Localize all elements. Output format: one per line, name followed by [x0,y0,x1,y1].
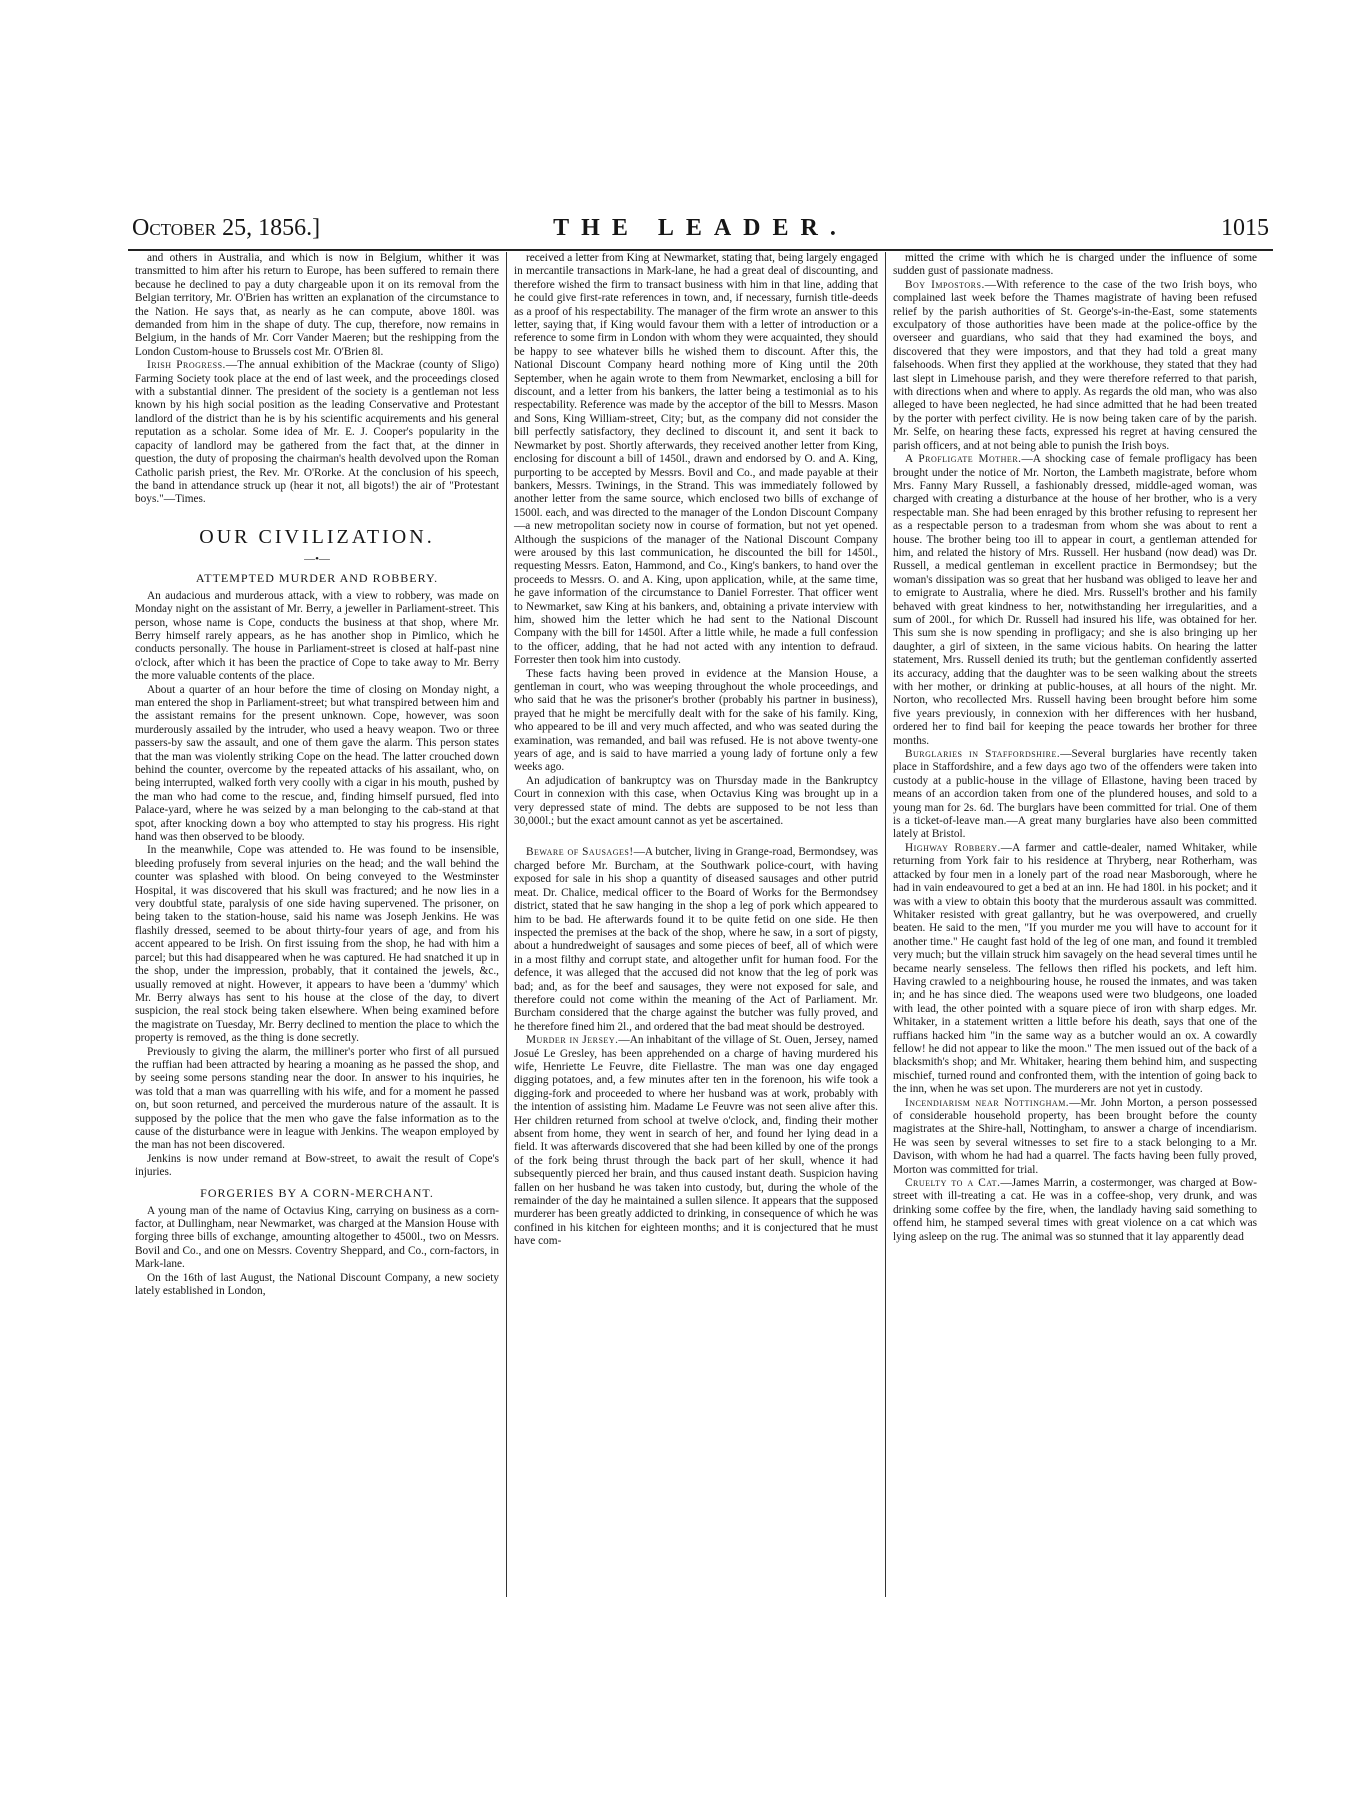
article-text: —A butcher, living in Grange-road, Bermondsey, was charged before Mr. Burcham, at the Southwark police-court, with having exposed for sale in his shop a quantity of diseased sausages and other putrid meat. Dr. Chalice, medical officer to the Board of Works for the Bermondsey district, stated that he saw hanging in the shop a leg of pork which appeared to him to be bad. He afterwards found it to be quite fetid on one side. He then inspected the premises at the back of the shop, where he saw, in a sort of pigsty, about a hundredweight of sausages and some pieces of beef, all of which were in a most filthy and corrupt state, and altogether unfit for human food. For the defence, it was alleged that the accused did not know that the leg of pork was bad; and, as for the beef and sausages, they were not exposed for sale, and therefore could not come within the meaning of the Act of Parliament. Mr. Burcham considered that the charge against the butcher was fully proved, and he therefore fined him 2l., and ordered that the bad meat should be destroyed. [514,846,878,1033]
paragraph: received a letter from King at Newmarket, stating that, being largely engaged in mercantile transactions in Mark-lane, he had a great deal of discounting, and therefore wished the firm to transact business with him in that line, adding that he could give first-rate references in town, and, if necessary, furnish title-deeds as a proof of his respectability. The manager of the firm wrote an answer to this letter, saying that, if King would favour them with a letter of introduction or a reference to some firm in London with whom they were acquainted, they should be happy to see whatever bills he wished them to discount. After this, the National Discount Company heard nothing more of King until the 20th September, when he again wrote to them from Newmarket, enclosing a bill for discount, and a letter from his bankers, the latter being a testimonial as to his respectability. Reference was made by the acceptor of the bill to Messrs. Mason and Sons, King William-street, City; but, as the company did not consider the bill perfectly satisfactory, they declined to discount it, and sent it back to Newmarket by post. Shortly afterwards, they received another letter from King, enclosing for discount a bill of 1450l., drawn and endorsed by O. and A. King, purporting to be accepted by Messrs. Bovil and Co., and made payable at their bankers, Messrs. Twinings, in the Strand. This was immediately followed by another letter from the same source, which enclosed two bills of exchange of 1500l. each, and was directed to the manager of the London Discount Company—a new metropolitan society now in course of formation, but not yet opened. Although the suspicions of the manager of the National Discount Company were aroused by this last communication, he discounted the bill for 1450l., requesting Messrs. Eaton, Hammond, and Co., King's bankers, to hand over the proceeds to Messrs. O. and A. King, upon application, while, at the same time, he gave information of the circumstance to Daniel Forrester. That officer went to Newmarket, saw King at his bankers, and, obtaining a private interview with him, showed him the letter which he had sent to the National Discount Company with the bill for 1450l. After a little while, he made a full confession to the officer, adding, that he had not acted with any intention to defraud. Forrester then took him into custody. [514,252,878,667]
article-lead: Beware of Sausages! [526,846,634,859]
spacer [514,828,878,846]
paragraph [893,748,1257,842]
paragraph: An audacious and murderous attack, with a view to robbery, was made on Monday night on the assistant of Mr. Berry, a jeweller in Parliament-street. This person, whose name is Cope, conducts the business at that shop, where Mr. Berry himself rarely appears, as he has another shop in Pimlico, which he conducts personally. The house in Parliament-street is closed at half-past nine o'clock, after which it has been the practice of Cope to take away to Mr. Berry the more valuable contents of the place. [135,589,499,683]
article-lead: Incendiarism near Nottingham. [905,1096,1070,1109]
paragraph: mitted the crime with which he is charged under the influence of some sudden gust of passionate madness. [893,252,1257,278]
paragraph [893,453,1257,748]
paragraph: and others in Australia, and which is now in Belgium, whither it was transmitted to him after his return to Europe, has been suffered to remain there because he declined to pay a duty chargeable upon it on its removal from the Belgian territory, Mr. O'Brien has written an explanation of the circumstance to the Nation. He says that, as nearly as he can compute, above 180l. was demanded from him in the shape of duty. The cup, therefore, now remains in Belgium, in the hands of Mr. Corr Vander Maeren; but the reshipping from the London Custom-house to Brussels cost Mr. O'Brien 8l. [135,252,499,358]
paragraph [893,842,1257,1097]
paragraph [514,846,878,1034]
column-3 [889,252,1261,1597]
article-text: —An inhabitant of the village of St. Ouen, Jersey, named Josué Le Gresley, has been apprehended on a charge of having murdered his wife, Henriette Le Feuvre, dite Fiellastre. The man was one day engaged digging potatoes, and, a few minutes after ten in the forenoon, his wife took a digging-fork and proceeded to where her husband was at work, probably with the intention of assisting him. Madame Le Feuvre was not seen alive after this. Her children returned from school at twelve o'clock, and, finding their mother absent from home, they went in search of her, and found her lying dead in a field. It was afterwards discovered that she had been killed by one of the prongs of the fork being thrust through the back part of her skull, whence it had subsequently pierced her brain, and thus caused instant death. Suspicion having fallen on her husband he was taken into custody, but, during the whole of the remainder of the day he maintained a sullen silence. It appears that the supposed murderer has been greatly addicted to drinking, in consequence of which he was confined in his kitchen for eighteen months; and it is conjectured that he must have com- [514,1034,878,1248]
paragraph: Previously to giving the alarm, the milliner's porter who first of all pursued the ruffian had been attracted by hearing a moaning as he passed the shop, and by seeing some persons standing near the door. In answer to his inquiries, he was told that a man was quarrelling with his wife, and for a moment he passed on, but soon returned, and perceived the murderous nature of the assault. It is supposed by the police that the men who gave the false information as to the cause of the disturbance were in league with Jenkins. The weapon employed by the man has not been discovered. [135,1045,499,1152]
article-lead: Cruelty to a Cat. [905,1177,1001,1190]
article-text: —Several burglaries have recently taken place in Staffordshire, and a few days ago two of the offenders were taken into custody at a public-house in the village of Ellastone, having been traced by means of an accordion taken from one of the plundered houses, and sold to a young man for 2s. 6d. The burglars have been committed for trial. One of them is a ticket-of-leave man.—A great many burglaries have also been committed lately at Bristol. [893,748,1257,841]
newspaper-title: THE LEADER. [553,215,848,241]
article-text: —Mr. John Morton, a person possessed of considerable household property, has been brought before the county magistrates at the Shire-hall, Nottingham, to answer a charge of incendiarism. He was seen by several witnesses to set fire to a stack belonging to a Mr. Davison, with whom he had had a quarrel. The facts having been fully proved, Morton was committed for trial. [893,1096,1257,1176]
column-rule [885,252,886,1597]
page-number: 1015 [1221,215,1269,241]
paragraph [893,1177,1257,1244]
column-2 [510,252,882,1597]
paragraph [135,359,499,506]
article-lead: Murder in Jersey. [526,1034,619,1047]
paragraph: In the meanwhile, Cope was attended to. He was found to be insensible, bleeding profusely from several injuries on the head; and the wall behind the counter was splashed with blood. On being conveyed to the Westminster Hospital, it was discovered that his skull was fractured; and he now lies in a very doubtful state, paralysis of one side having supervened. The prisoner, on being taken to the station-house, said his name was Joseph Jenkins. He was flashily dressed, seemed to be about thirty-four years of age, and from his accent appeared to be Irish. On first issuing from the shop, he had with him a parcel; but this had disappeared when he was captured. He had snatched it up in the shop, under the impression, probably, that it contained the jewels, &c., usually removed at night. However, it appears to have been a 'dummy' which Mr. Berry always has sent to his house at the close of the day, to divert suspicion, the real stock being taken elsewhere. When being examined before the magistrate on Tuesday, Mr. Berry declined to mention the place to which the property is removed, as the thing is done secretly. [135,844,499,1045]
section-title: OUR CIVILIZATION. [199,525,435,548]
article-text: —A farmer and cattle-dealer, named Whitaker, while returning from York fair to his residence at Thryberg, near Rotherham, was attacked by four men in a lonely part of the road near Masborough, where he had in vain endeavoured to get a bed at an inn. He had 180l. in his pocket; and it was with a view to obtain this booty that the murderous assault was committed. Whitaker resisted with great gallantry, but he was overpowered, and cruelly beaten. He said to the men, "If you murder me you will have to account for it another time." He caught fast hold of the leg of one man, and found it trembled very much; but the villain struck him savagely on the head several times until he became nearly senseless. The fellows then rifled his pockets, and left him. Having crawled to a neighbouring house, he roused the inmates, and was taken in; and he has since died. The weapons used were two bludgeons, one loaded with lead, the other pointed with a square piece of iron with sharp edges. Mr. Whitaker, in a statement written a little before his death, says that one of the ruffians hacked him "in the same way as a butcher would an ox. A cowardly fellow! he did not appear to like the moon." The men issued out of the back of a blacksmith's shop; and Mr. Whitaker, hearing them behind him, and suspecting mischief, turned round and confronted them, with the intention of going back to the inn, when he was set upon. The murderers are not yet in custody. [893,841,1257,1096]
column-1 [131,252,503,1597]
paragraph: About a quarter of an hour before the time of closing on Monday night, a man entered the shop in Parliament-street; but what transpired between him and the assistant remains for the present unknown. Cope, however, was soon murderously assailed by the intruder, who used a heavy weapon. Two or three passers-by saw the assault, and one of them gave the alarm. This person states that the man was violently striking Cope on the head. The latter crouched down behind the counter, overcome by the repeated attacks of his assailant, who, on being interrupted, walked forth very coolly with a cigar in his mouth, pushed by the man who had come to the rescue, and, finding himself pursued, fled into Palace-yard, where he was seized by a man belonging to the cab-stand at that spot, after knocking down a boy who attempted to stay his progress. His right hand was then observed to be bloody. [135,683,499,844]
article-heading: ATTEMPTED MURDER AND ROBBERY. [195,570,439,585]
article-lead: Burglaries in Staffordshire. [905,748,1061,761]
article-text: —The annual exhibition of the Mackrae (county of Sligo) Farming Society took place at the end of last week, and the proceedings closed with a substantial dinner. The president of the society is a gentleman not less known by his high social position as the leading Conservative and Protestant landlord of the district than he is by his scientific acquirements and his general reputation as a scholar. Some idea of Mr. E. J. Cooper's popularity in the capacity of landlord may be gathered from the fact that, at the dinner in question, the duty of proposing the chairman's health devolved upon the Roman Catholic parish priest, the Rev. Mr. O'Rorke. At the conclusion of his speech, the band in attendance struck up (hear it not, all bigots!) the air of "Protestant boys."—Times. [135,359,499,506]
article-lead: Irish Progress. [147,359,226,372]
paragraph: Jenkins is now under remand at Bow-street, to await the result of Cope's injuries. [135,1152,499,1179]
article-text: —James Marrin, a costermonger, was charged at Bow-street with ill-treating a cat. He was in a coffee-shop, very drunk, and was drinking some coffee by the fire, when, the landlady having said something to offend him, he stamped several times with great violence on a cat which was lying asleep on the rug. The animal was so stunned that it lay apparently dead [893,1177,1258,1243]
paragraph: A young man of the name of Octavius King, carrying on business as a corn-factor, at Dullingham, near Newmarket, was charged at the Mansion House with forging three bills of exchange, amounting altogether to 4500l., two on Messrs. Bovil and Co., and one on Messrs. Coventry Sheppard, and Co., corn-factors, in Mark-lane. [135,1204,499,1271]
paragraph: These facts having been proved in evidence at the Mansion House, a gentleman in court, who was weeping throughout the whole proceedings, and who said that he was the prisoner's brother (probably his partner in business), prayed that he might be mercifully dealt with for the sake of his family. King, who appeared to be ill and very much affected, and who was seated during the examination, was remanded, and bail was refused. He is not above twenty-one years of age, and is said to have married a young lady of fortune only a few weeks ago. [514,667,878,774]
article-columns [131,252,1272,1597]
issue-date: October 25, 1856.] [132,215,321,241]
article-text: —A shocking case of female profligacy has been brought under the notice of Mr. Norton, the Lambeth magistrate, before whom Mrs. Fanny Mary Russell, a fashionably dressed, middle-aged woman, was charged with creating a disturbance at the house of her brother, who is a very respectable man. She had been enraged by this brother refusing to represent her as a respectable person to a tradesman from whom she was about to rent a house. The brother being too ill to appear in court, a gentleman attended for him, and related the history of Mrs. Russell. Her husband (now dead) was Dr. Russell, a medical gentleman in excellent practice in Bermondsey; but the woman's dissipation was so great that her husband was obliged to leave her and to emigrate to Australia, where he died. Mrs. Russell's brother and his family behaved with great kindness to her, notwithstanding her irregularities, and a sum of 200l., for which Dr. Russell had insured his life, was obtained for her. This sum she is now spending in profligacy; and she is also bringing up her daughter, a girl of sixteen, in the same vicious habits. On hearing the latter statement, Mrs. Russell denied its truth; but the gentleman confidently asserted its accuracy, adding that the daughter was to be seen walking about the streets with her mother, or drinking at public-houses, at all hours of the night. Mr. Norton, who recollected Mrs. Russell having been brought before him some five years previously, in connexion with her differences with her husband, ordered her to find bail for keeping the peace towards her brother for three months. [893,453,1257,747]
paragraph [893,279,1257,453]
paragraph: On the 16th of last August, the National Discount Company, a new society lately established in London, [135,1271,499,1298]
paragraph [893,1097,1257,1177]
article-lead: Highway Robbery. [905,841,1001,854]
article-heading: FORGERIES BY A CORN-MERCHANT. [200,1185,434,1200]
article-text: —With reference to the case of the two Irish boys, who complained last week before the Thames magistrate of having been refused relief by the parish authorities of St. George's-in-the-East, some statements exculpatory of those authorities have been made at the police-office by the overseer and guardians, who said that they had examined the boys, and discovered that they were impostors, and that they had told a great many falsehoods. When first they applied at the workhouse, they stated that they had last slept in Limehouse parish, and they were therefore referred to that parish, with directions when and where to apply. As regards the old man, who was also alleged to have been neglected, he had since admitted that he had been treated by the porter with perfect civility. He is now being taken care of by the parish. Mr. Selfe, on hearing these facts, expressed his regret at having censured the parish officers, and at not being able to punish the Irish boys. [893,278,1257,452]
masthead [128,205,1273,251]
article-lead: A Profligate Mother. [905,453,1022,466]
paragraph [514,1034,878,1249]
article-lead: Boy Impostors. [905,278,985,291]
ornament: —•— [304,552,330,565]
paragraph: An adjudication of bankruptcy was on Thursday made in the Bankruptcy Court in connexion with this case, when Octavius King was brought up in a very depressed state of mind. The debts are supposed to be not less than 30,000l.; but the exact amount cannot as yet be ascertained. [514,774,878,828]
column-rule [506,252,507,1597]
